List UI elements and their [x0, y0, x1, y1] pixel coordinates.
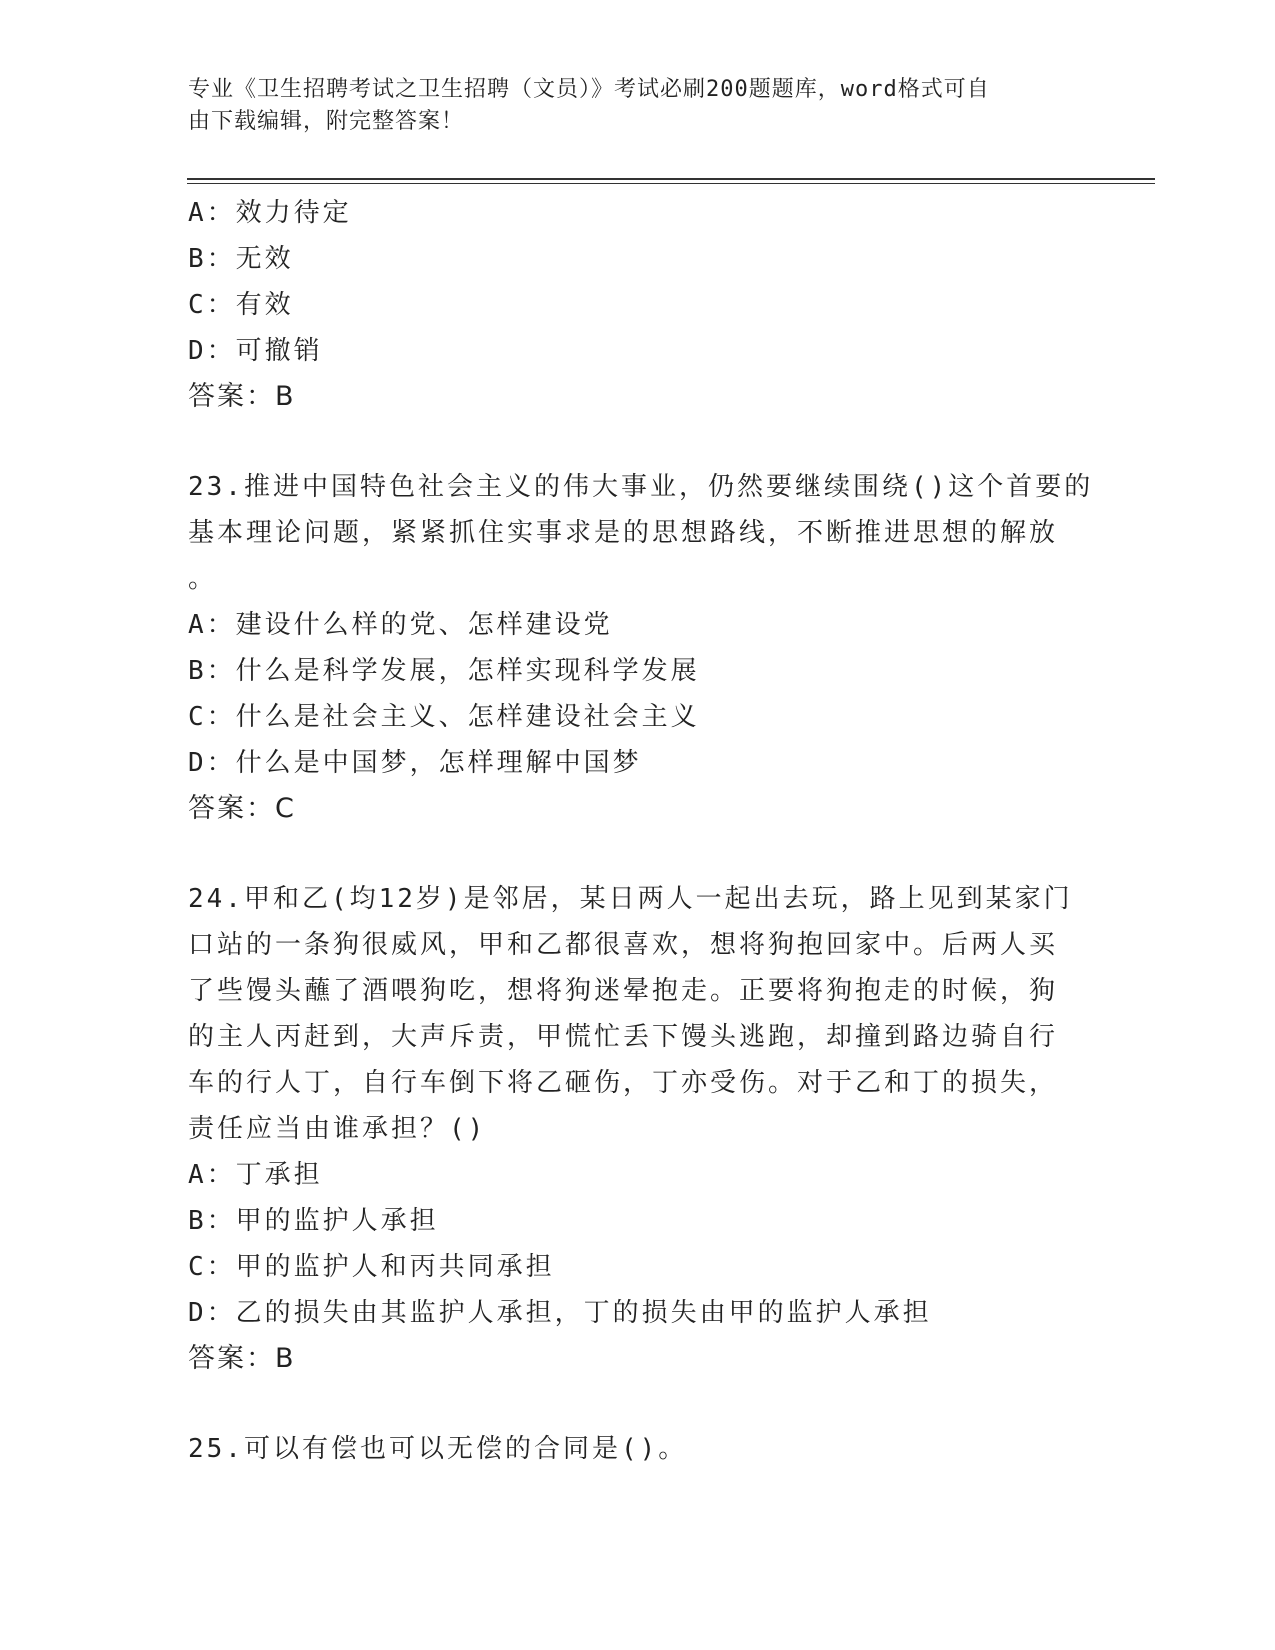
answer: 答案：B [188, 381, 296, 412]
header-divider-thin [187, 183, 1155, 184]
option-b: B：甲的监护人承担 [188, 1206, 439, 1236]
option-c: C：有效 [188, 290, 294, 320]
option-d: D：乙的损失由其监护人承担，丁的损失由甲的监护人承担 [188, 1298, 932, 1328]
question-text: 基本理论问题，紧紧抓住实事求是的思想路线，不断推进思想的解放 [188, 518, 1059, 548]
question-text: 口站的一条狗很威风，甲和乙都很喜欢，想将狗抱回家中。后两人买 [188, 930, 1059, 960]
question-text: 责任应当由谁承担？() [188, 1114, 487, 1144]
option-a: A：效力待定 [188, 198, 352, 228]
header-line-1: 专业《卫生招聘考试之卫生招聘（文员）》考试必刷200题题库，word格式可自 [188, 77, 990, 102]
option-a: A：丁承担 [188, 1160, 323, 1190]
header-line-2: 由下载编辑，附完整答案！ [188, 109, 465, 134]
question-text: 23.推进中国特色社会主义的伟大事业，仍然要继续围绕()这个首要的 [188, 472, 1094, 502]
header-divider-thick [187, 178, 1155, 180]
answer: 答案：B [188, 1343, 296, 1374]
question-22 [188, 190, 1088, 420]
question-24 [188, 876, 1088, 1382]
option-c: C：什么是社会主义、怎样建设社会主义 [188, 702, 700, 732]
option-a: A：建设什么样的党、怎样建设党 [188, 610, 613, 640]
option-b: B：无效 [188, 244, 294, 274]
question-text: 的主人丙赶到，大声斥责，甲慌忙丢下馒头逃跑，却撞到路边骑自行 [188, 1022, 1059, 1052]
question-text: 了些馒头蘸了酒喂狗吃，想将狗迷晕抱走。正要将狗抱走的时候，狗 [188, 976, 1059, 1006]
question-23 [188, 464, 1094, 832]
option-c: C：甲的监护人和丙共同承担 [188, 1252, 555, 1282]
option-d: D：什么是中国梦，怎样理解中国梦 [188, 748, 642, 778]
document-header [188, 74, 1068, 138]
option-d: D：可撤销 [188, 336, 323, 366]
question-25 [188, 1426, 1088, 1472]
question-list [188, 190, 1094, 1472]
question-text: 25.可以有偿也可以无偿的合同是()。 [188, 1434, 688, 1464]
question-text: 24.甲和乙(均12岁)是邻居，某日两人一起出去玩，路上见到某家门 [188, 884, 1073, 914]
question-text: 。 [188, 564, 218, 594]
answer: 答案：C [188, 793, 296, 824]
question-text: 车的行人丁，自行车倒下将乙砸伤，丁亦受伤。对于乙和丁的损失， [188, 1068, 1059, 1098]
option-b: B：什么是科学发展，怎样实现科学发展 [188, 656, 700, 686]
